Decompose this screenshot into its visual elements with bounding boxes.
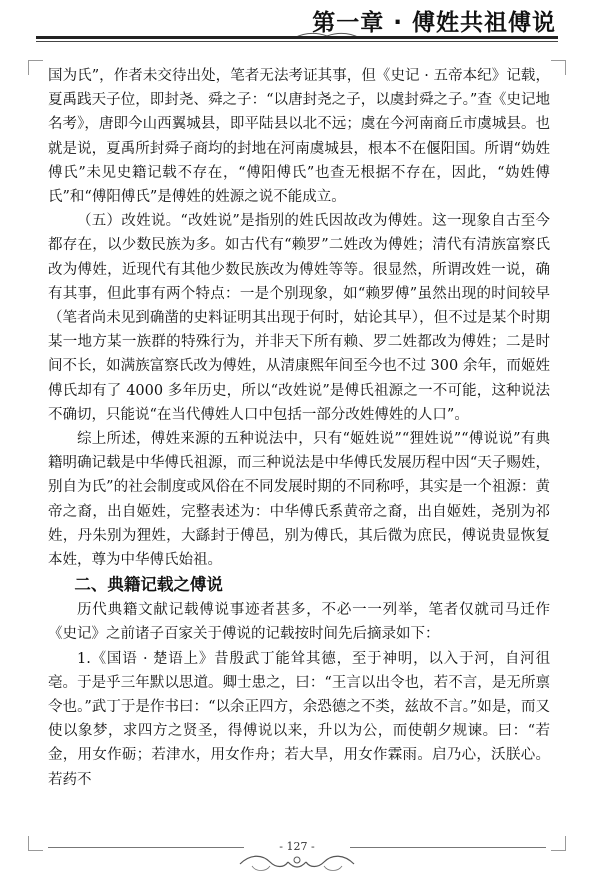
page-body — [48, 64, 550, 792]
running-header — [0, 0, 594, 44]
chapter-title: 第一章 · 傅姓共祖傅说 — [312, 10, 556, 36]
page-number: - 127 - — [279, 840, 315, 853]
paragraph-summary: 综上所述，傅姓来源的五种说法中，只有“姬姓说”“狸姓说”“傅说说”有典籍明确记载是中华傅氏祖源，而三种说法是中华傅氏发展历程中因“天子赐姓，别自为氏”的社会制度或风俗在不同发展时期的不同称呼，其实是一个祖源：黄帝之裔，出自姬姓，完整表述为：中华傅氏系黄帝之裔，出自姬姓，尧别为祁姓，丹朱别为狸姓，大繇封于傅邑，别为傅氏，其后微为庶民，傅说贵显恢复本姓，尊为中华傅氏始祖。 — [48, 431, 550, 569]
paragraph-guoyu: 1.《国语 · 楚语上》昔殷武丁能耸其德，至于神明，以入于河，自河徂亳。于是乎三年默以思道。卿士患之，曰：“王言以出令也，若不言，是无所禀令也。”武丁于是作书曰：“以余正四方，余恐德之不类，兹故不言。”如是，而又使以象梦，求四方之贤圣，得傅说以来，升以为公，而使朝夕规谏。曰：“若金，用女作砺；若津水，用女作舟；若大旱，用女作霖雨。启乃心，沃朕心。若药不 — [48, 650, 550, 788]
corner-mark-top-left — [28, 60, 43, 75]
header-rule — [36, 36, 558, 39]
footer-scroll-ornament-icon — [232, 852, 362, 874]
section-heading: 二、典籍记载之傅说 — [74, 575, 223, 595]
paragraph-gaixing: （五）改姓说。“改姓说”是指别的姓氏因故改为傅姓。这一现象自古至今都存在，以少数民族为多。如古代有“赖罗”二姓改为傅姓；清代有清族富察氏改为傅姓，近现代有其他少数民族改为傅姓等等。很显然，所谓改姓一说，确有其事，但此事有两个特点：一是个别现象，如“赖罗傅”虽然出现的时间较早（笔者尚未见到确凿的史料证明其出现于何时，姑论其早），但不过是某个时期某一地方某一族群的特殊行为，并非天下所有赖、罗二姓都改为傅姓；二是时间不长，如满族富察氏改为傅姓，从清康熙年间至今也不过 300 余年，而姬姓傅氏却有了 4000 多年历史，所以“改姓说”是傅氏祖源之一不可能，这种说法不确切，只能说“在当代傅姓人口中包括一部分改姓傅姓的人口”。 — [48, 213, 550, 423]
paragraph-intro: 历代典籍文献记载傅说事迹者甚多，不必一一列举，笔者仅就司马迁作《史记》之前诸子百家关于傅说的记载按时间先后摘录如下： — [48, 602, 550, 643]
header-rule-thin — [36, 41, 558, 42]
paragraph-continuation: 国为氏”，作者未交待出处，笔者无法考证其事，但《史记 · 五帝本纪》记载，夏禹践天子位，即封尧、舜之子：“以唐封尧之子，以虞封舜之子。”查《史记地名考》，唐即今山西翼城县，即平陆县以北不远；虞在今河南商丘市虞城县。也就是说，夏禹所封舜子商均的封地在河南虞城县，根本不在偃阳国。所谓“妫姓傅氏”未见史籍记载不存在，“傅阳傅氏”也查无根据不存在，因此，“妫姓傅氏”和“傅阳傅氏”是傅姓的姓源之说不能成立。 — [48, 68, 550, 206]
corner-mark-top-right — [551, 60, 566, 75]
page-footer — [0, 838, 594, 879]
